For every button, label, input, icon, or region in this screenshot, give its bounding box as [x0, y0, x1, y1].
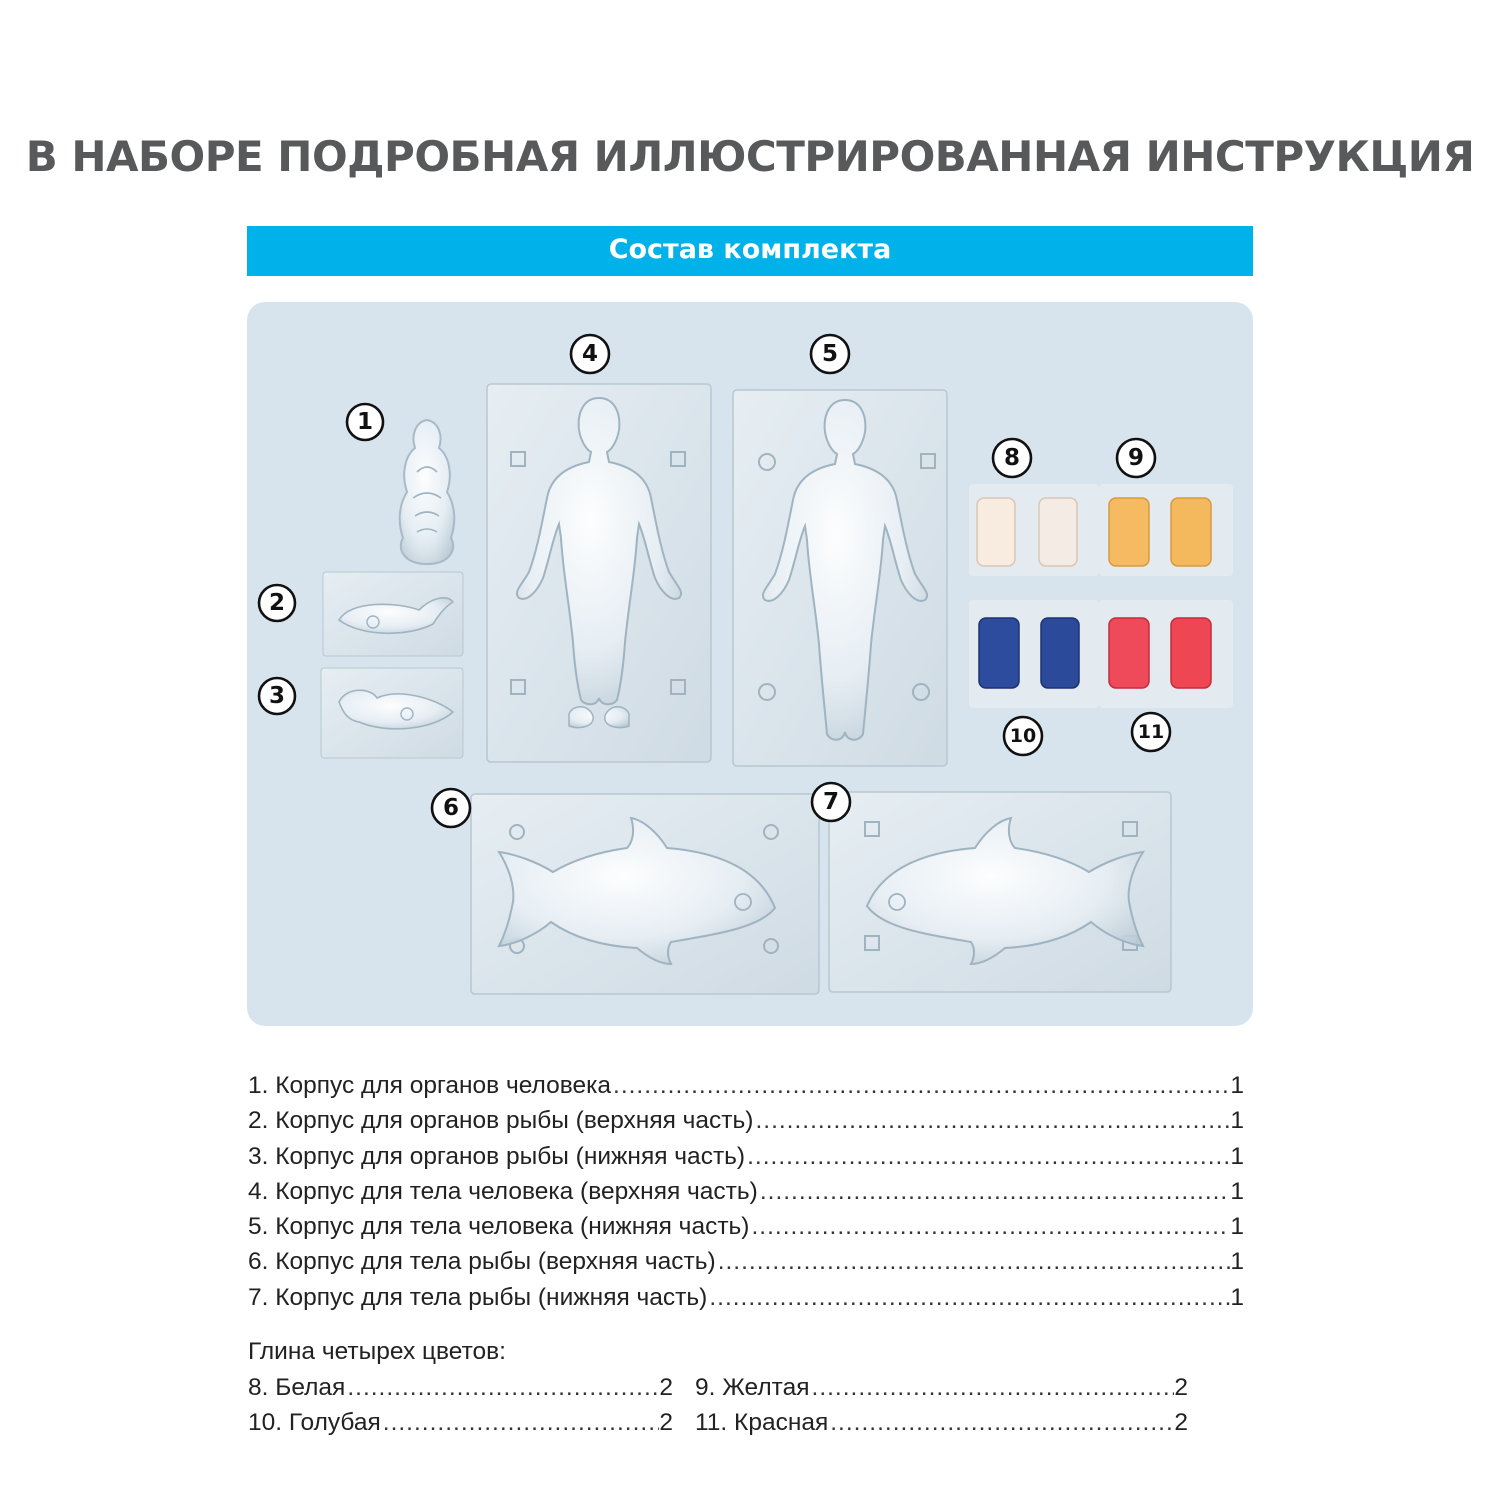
svg-text:5: 5 [821, 341, 839, 367]
clay-row [248, 1405, 1188, 1440]
section-bar [247, 226, 1253, 276]
callout-4 [571, 335, 609, 373]
clay-item [248, 1370, 673, 1405]
svg-text:8: 8 [1003, 445, 1021, 471]
clay-red-1 [1109, 618, 1149, 688]
dot-leader [758, 1174, 1231, 1209]
svg-text:11: 11 [1137, 721, 1165, 743]
callout-7 [812, 783, 850, 821]
dot-leader [745, 1139, 1230, 1174]
list-item [248, 1103, 1244, 1138]
mold-fish-body-bottom [829, 792, 1171, 992]
clay-white-1 [977, 498, 1015, 566]
clay-yellow-1 [1109, 498, 1149, 566]
dot-leader [381, 1405, 660, 1440]
svg-text:3: 3 [268, 683, 286, 709]
part-label: 2. Корпус для органов рыбы (верхняя часть) [248, 1107, 754, 1135]
callout-11 [1132, 713, 1170, 751]
list-item [248, 1280, 1244, 1315]
mold-fish-organs-top [323, 572, 463, 656]
callout-6 [432, 789, 470, 827]
clay-qty: 2 [659, 1374, 673, 1401]
part-qty: 1 [1230, 1107, 1244, 1135]
dot-leader [749, 1209, 1230, 1244]
clay-list [248, 1370, 1188, 1441]
dot-leader [611, 1068, 1230, 1103]
clay-label: 10. Голубая [248, 1409, 381, 1437]
list-item [248, 1068, 1244, 1103]
callout-9 [1117, 439, 1155, 477]
clay-yellow-2 [1171, 498, 1211, 566]
mold-fish-organs-bottom [321, 668, 463, 758]
list-item [248, 1174, 1244, 1209]
svg-text:6: 6 [442, 795, 460, 821]
dot-leader [707, 1280, 1230, 1315]
part-qty: 1 [1230, 1177, 1244, 1205]
list-item [248, 1244, 1244, 1279]
svg-text:2: 2 [268, 590, 286, 616]
dot-leader [810, 1370, 1175, 1405]
clay-label: 11. Красная [695, 1409, 829, 1437]
clay-item [673, 1405, 1188, 1440]
svg-text:4: 4 [581, 341, 599, 367]
part-label: 5. Корпус для тела человека (нижняя часть) [248, 1213, 750, 1241]
callout-2 [259, 585, 295, 621]
callout-8 [993, 439, 1031, 477]
dot-leader [345, 1370, 659, 1405]
kit-contents-photo [247, 302, 1253, 1026]
part-label: 7. Корпус для тела рыбы (нижняя часть) [248, 1283, 708, 1311]
svg-text:9: 9 [1127, 445, 1145, 471]
svg-text:10: 10 [1009, 725, 1037, 747]
clay-row [248, 1370, 1188, 1405]
clay-packs [969, 484, 1233, 708]
part-qty: 1 [1230, 1072, 1244, 1099]
callout-3 [259, 678, 295, 714]
mold-human-organs [400, 420, 455, 564]
clay-red-2 [1171, 618, 1211, 688]
clay-qty: 2 [1174, 1374, 1188, 1401]
part-qty: 1 [1230, 1283, 1244, 1311]
clay-blue-1 [979, 618, 1019, 688]
part-qty: 1 [1230, 1248, 1244, 1276]
part-qty: 1 [1230, 1142, 1244, 1170]
callout-10 [1004, 717, 1042, 755]
dot-leader [716, 1244, 1231, 1279]
clay-label: 9. Желтая [695, 1374, 810, 1401]
list-item [248, 1139, 1244, 1174]
parts-list [248, 1068, 1244, 1315]
clay-blue-2 [1041, 618, 1079, 688]
part-label: 3. Корпус для органов рыбы (нижняя часть) [248, 1142, 746, 1170]
dot-leader [753, 1103, 1230, 1138]
clay-heading: Глина четырех цветов: [248, 1338, 506, 1365]
svg-text:7: 7 [822, 789, 840, 815]
mold-fish-body-top [471, 794, 819, 994]
list-item [248, 1209, 1244, 1244]
dot-leader [828, 1405, 1174, 1440]
part-label: 1. Корпус для органов человека [248, 1072, 612, 1099]
mold-human-body-top [487, 384, 711, 762]
part-label: 4. Корпус для тела человека (верхняя часть) [248, 1177, 758, 1205]
clay-item [248, 1405, 673, 1440]
mold-human-body-bottom [733, 390, 947, 766]
clay-label: 8. Белая [248, 1374, 346, 1401]
page-headline: В НАБОРЕ ПОДРОБНАЯ ИЛЛЮСТРИРОВАННАЯ ИНСТРУКЦИЯ [25, 132, 1475, 181]
clay-qty: 2 [1174, 1409, 1188, 1437]
part-qty: 1 [1230, 1213, 1244, 1241]
section-title: Состав комплекта [608, 234, 892, 265]
kit-contents-illustration [247, 302, 1253, 1026]
callout-5 [811, 335, 849, 373]
svg-text:1: 1 [356, 409, 374, 435]
part-label: 6. Корпус для тела рыбы (верхняя часть) [248, 1248, 716, 1276]
clay-white-2 [1039, 498, 1077, 566]
clay-item [673, 1370, 1188, 1405]
callout-1 [347, 404, 383, 440]
clay-qty: 2 [659, 1409, 673, 1437]
